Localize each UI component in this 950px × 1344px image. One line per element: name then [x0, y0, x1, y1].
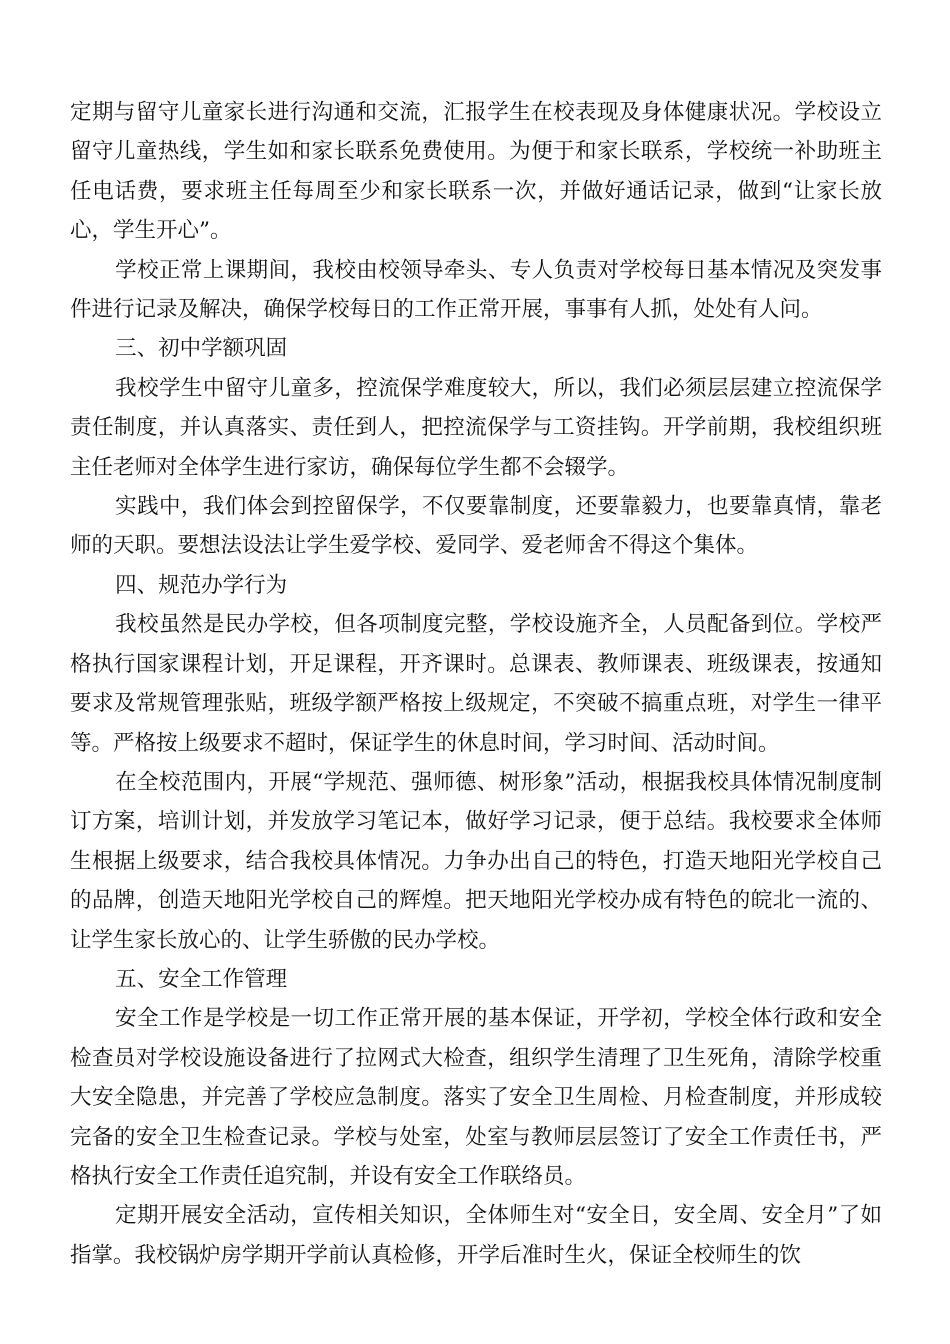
section-heading: 三、初中学额巩固 [115, 336, 288, 362]
paragraph: 我校虽然是民办学校，但各项制度完整，学校设施齐全，人员配备到位。学校严格执行国家课程计划，开足课程，开齐课时。总课表、教师课表、班级课表，按通知要求及常规管理张贴，班级学额严格按上级规定，不突破不搞重点班，对学生一律平等。严格按上级要求不超时，保证学生的休息时间，学习时间、活动时间。 [70, 612, 882, 756]
paragraph: 定期与留守儿童家长进行沟通和交流，汇报学生在校表现及身体健康状况。学校设立留守儿童热线，学生如和家长联系免费使用。为便于和家长联系，学校统一补助班主任电话费，要求班主任每周至少和家长联系一次，并做好通话记录，做到“让家长放心，学生开心”。 [70, 100, 882, 244]
paragraph: 我校学生中留守儿童多，控流保学难度较大，所以，我们必须层层建立控流保学责任制度，并认真落实、责任到人，把控流保学与工资挂钩。开学前期，我校组织班主任老师对全体学生进行家访，确保每位学生都不会辍学。 [70, 375, 882, 480]
section-heading: 四、规范办学行为 [115, 572, 288, 598]
paragraph: 安全工作是学校是一切工作正常开展的基本保证，开学初，学校全体行政和安全检查员对学校设施设备进行了拉网式大检查，组织学生清理了卫生死角，清除学校重大安全隐患，并完善了学校应急制度。落实了安全卫生周检、月检查制度，并形成较完备的安全卫生检查记录。学校与处室，处室与教师层层签订了安全工作责任书，严格执行安全工作责任追究制，并设有安全工作联络员。 [70, 1006, 882, 1189]
paragraph: 定期开展安全活动，宣传相关知识，全体师生对“安全日，安全周、安全月”了如指掌。我校锅炉房学期开学前认真检修，开学后准时生火，保证全校师生的饮 [70, 1203, 882, 1268]
paragraph: 学校正常上课期间，我校由校领导牵头、专人负责对学校每日基本情况及突发事件进行记录及解决，确保学校每日的工作正常开展，事事有人抓，处处有人问。 [70, 257, 882, 323]
paragraph: 在全校范围内，开展“学规范、强师德、树形象”活动，根据我校具体情况制度制订方案，培训计划，并发放学习笔记本，做好学习记录，便于总结。我校要求全体师生根据上级要求，结合我校具体情况。力争办出自己的特色，打造天地阳光学校自己的品牌，创造天地阳光学校自己的辉煌。把天地阳光学校办成有特色的皖北一流的、让学生家长放心的、让学生骄傲的民办学校。 [70, 769, 882, 953]
paragraph: 实践中，我们体会到控留保学，不仅要靠制度，还要靠毅力，也要靠真情，靠老师的天职。要想法设法让学生爱学校、爱同学、爱老师舍不得这个集体。 [70, 494, 882, 559]
document-page [70, 93, 882, 1275]
section-heading: 五、安全工作管理 [115, 966, 288, 992]
